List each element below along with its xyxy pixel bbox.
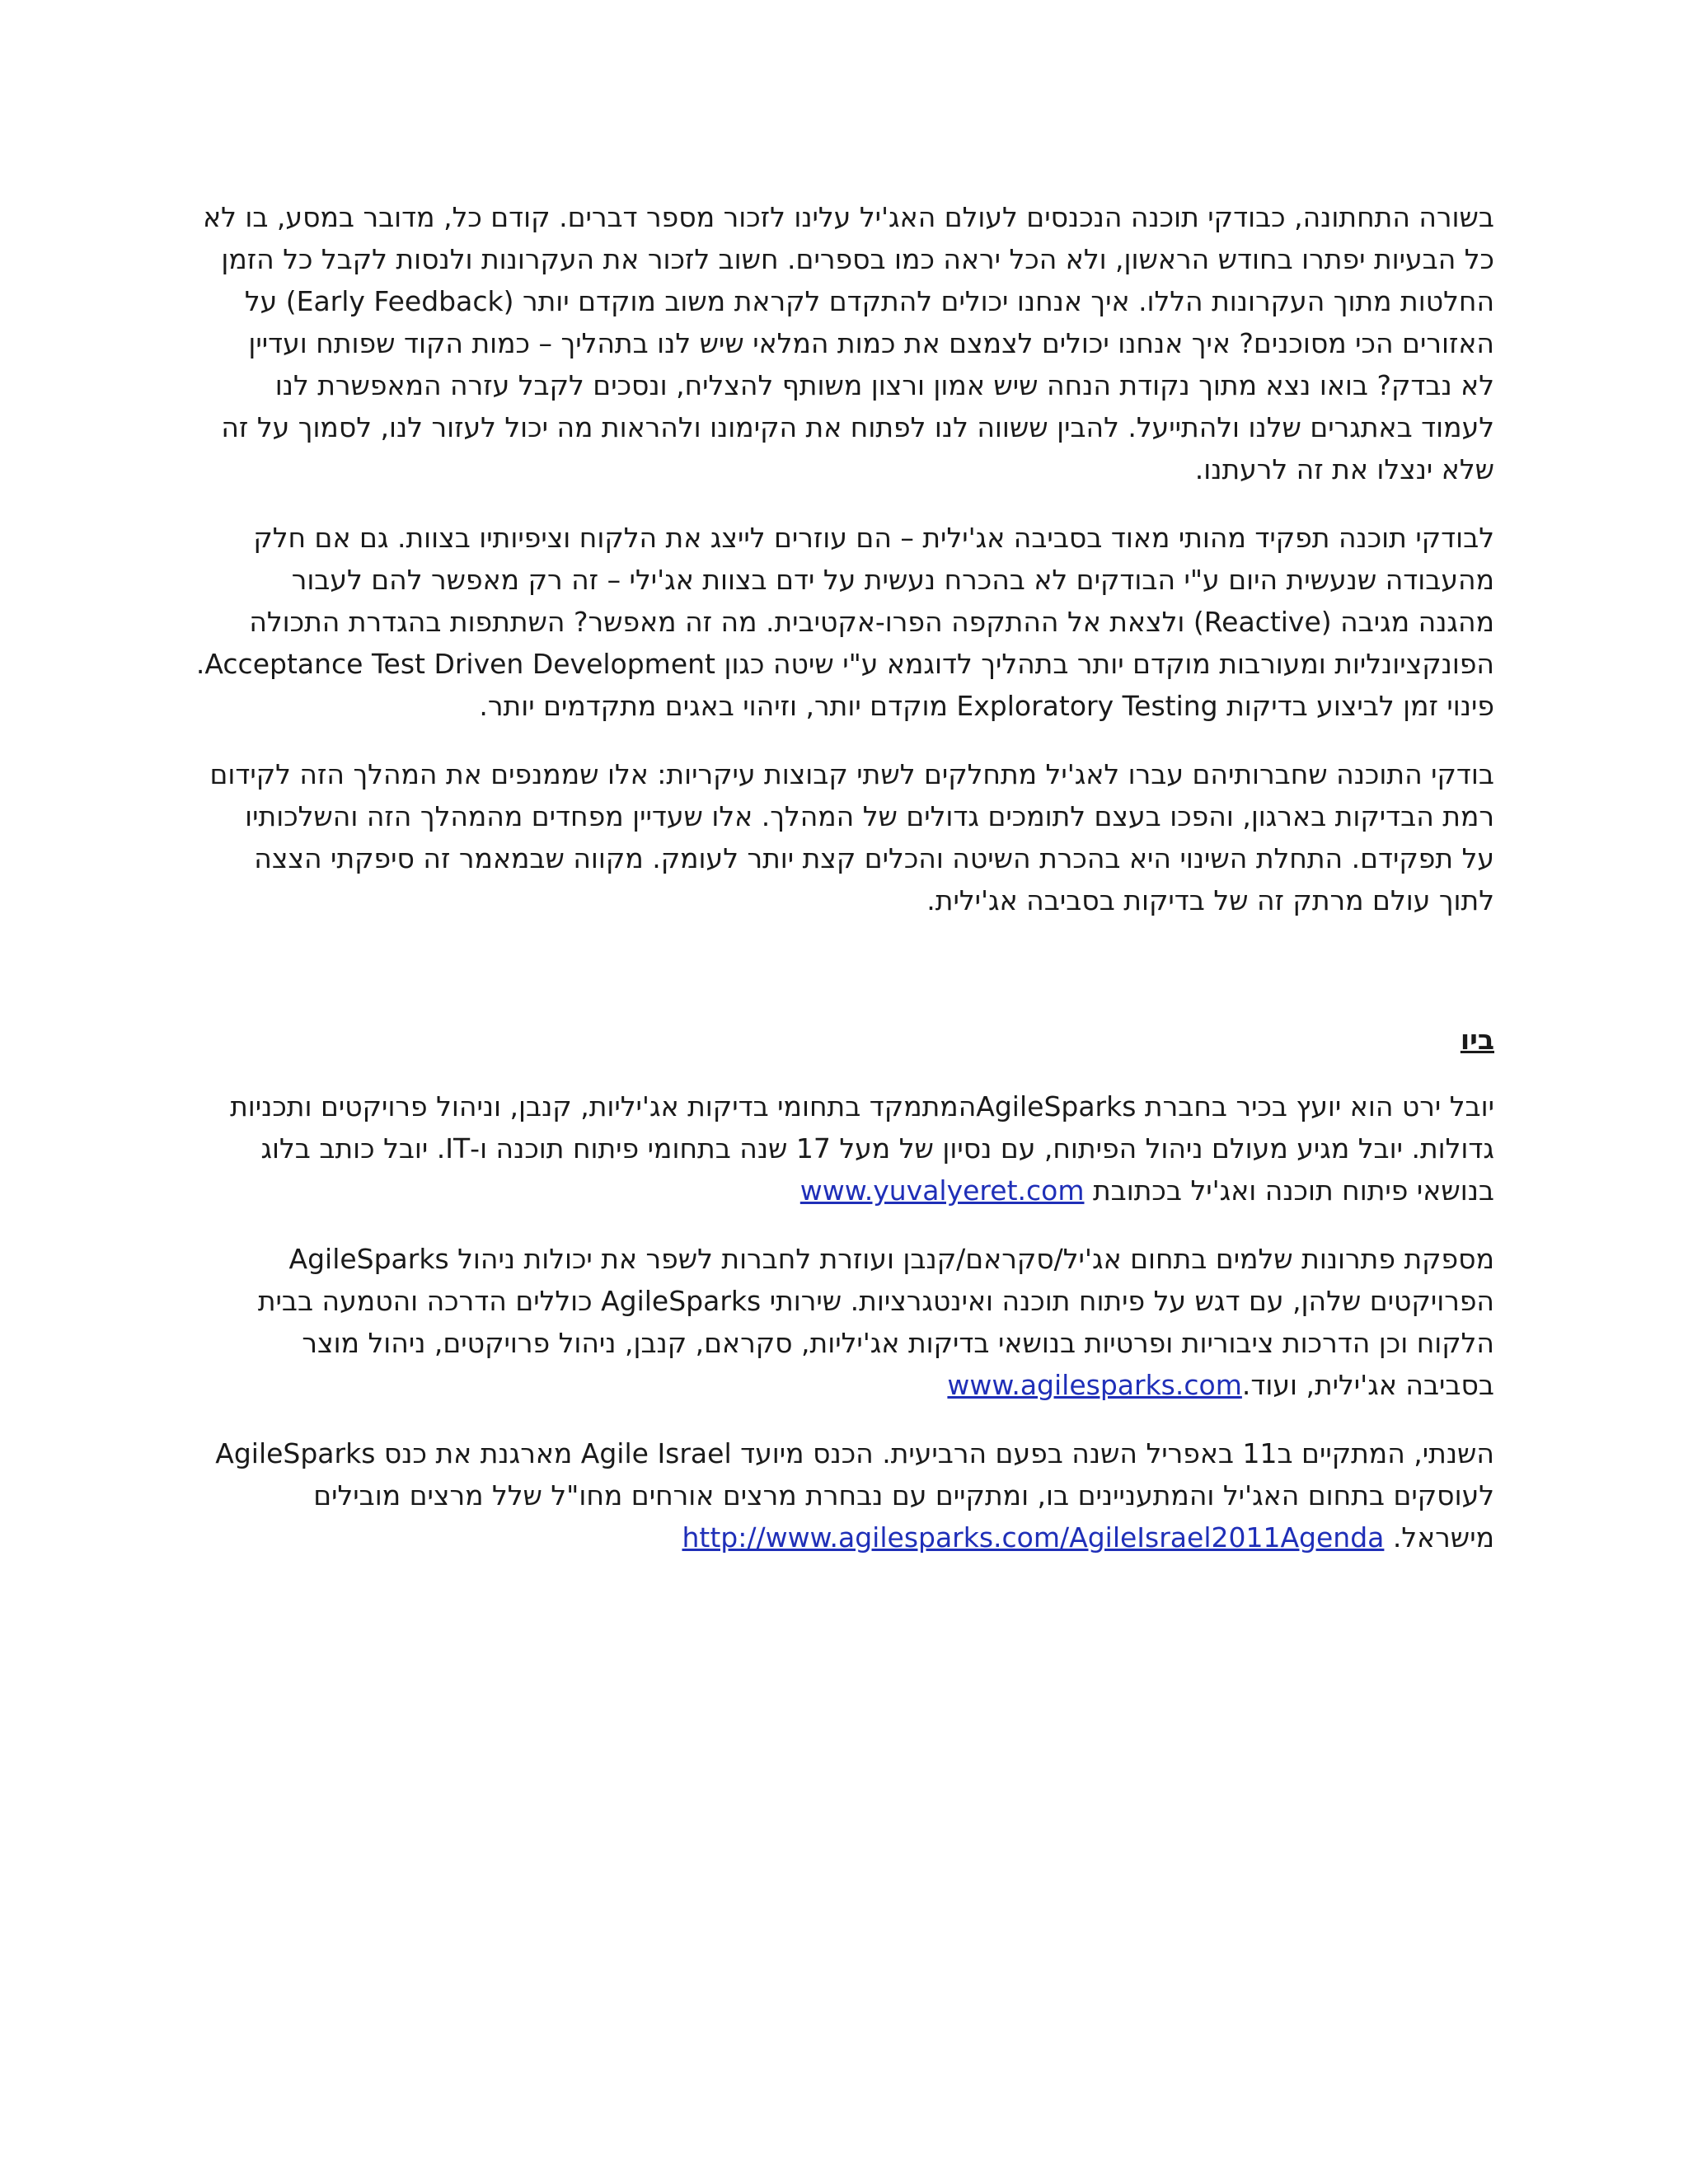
text-line: מהעבודה שנעשית היום ע"י הבודקים לא בהכרח נעשית על ידם בצוות אג'ילי – זה רק מאפשר להם לעבור (291, 564, 1494, 596)
tester-groups-paragraph (194, 753, 1494, 921)
text-line: פינוי זמן לביצוע בדיקות Exploratory Testing מוקדם יותר, וזיהוי באגים מתקדמים יותר. (479, 690, 1494, 722)
text-line: לעוסקים בתחום האג'יל והמתעניינים בו, ומתקיים עם נבחרת מרצים אורחים מחו"ל שלל מרצים מובילים (313, 1479, 1494, 1511)
text-line: לבודקי תוכנה תפקיד מהותי מאוד בסביבה אג'ילית – הם עוזרים לייצג את הלקוח וציפיותיו בצוות. גם אם חלק (253, 522, 1494, 554)
text-line: בשורה התחתונה, כבודקי תוכנה הנכנסים לעולם האג'יל עלינו לזכור מספר דברים. קודם כל, מדובר במסע, בו לא (203, 201, 1494, 233)
event-paragraph (194, 1432, 1494, 1558)
text-line: הפרויקטים שלהן, עם דגש על פיתוח תוכנה ואינטגרציות. שירותי AgileSparks כוללים הדרכה והטמעה בבית (257, 1285, 1494, 1317)
text-line: AgileSparks מארגנת את כנס Agile Israel השנתי, המתקיים ב11 באפריל השנה בפעם הרביעית. הכנס מיועד (215, 1437, 1494, 1469)
intro-paragraph (194, 196, 1494, 490)
bio-heading: ביו (1460, 1024, 1494, 1056)
text-segment: בסביבה אג'ילית, ועוד. (1241, 1369, 1494, 1401)
text-line: שלא ינצלו את זה לרעתנו. (1194, 453, 1494, 485)
text-line: בודקי התוכנה שחברותיהם עברו לאג'יל מתחלקים לשתי קבוצות עיקריות: אלו שממנפים את המהלך הזה לקידום (209, 758, 1494, 790)
text-line (194, 1516, 1494, 1558)
agenda-link[interactable]: http://www.agilesparks.com/AgileIsrael2011Agenda (682, 1521, 1385, 1554)
tester-role-paragraph (194, 517, 1494, 727)
text-segment: בנושאי פיתוח תוכנה ואג'יל בכתובת (1084, 1174, 1494, 1207)
author-bio-paragraph (194, 1085, 1494, 1212)
company-paragraph (194, 1238, 1494, 1406)
document-body (194, 196, 1494, 1585)
text-line: יובל ירט הוא יועץ בכיר בחברת AgileSparksהמתמקד בתחומי בדיקות אג'יליות, קנבן, וניהול פרויקטים ותכניות (230, 1090, 1494, 1122)
text-line: האזורים הכי מסוכנים? איך אנחנו יכולים לצמצם את כמות המלאי שיש לנו בתהליך – כמות הקוד שפותח ועדיין (248, 327, 1494, 359)
text-line: מהגנה מגיבה (Reactive) ולצאת אל ההתקפה הפרו-אקטיבית. מה זה מאפשר? השתתפות בהגדרת התכולה (249, 606, 1494, 638)
text-line: החלטות מתוך העקרונות הללו. איך אנחנו יכולים להתקדם לקראת משוב מוקדם יותר (Early Feedback) על (244, 285, 1494, 317)
text-line: לא נבדק? בואו נצא מתוך נקודת הנחה שיש אמון ורצון משותף להצליח, ונסכים לקבל עזרה המאפשרת לנו (274, 369, 1494, 401)
text-line: לתוך עולם מרתק זה של בדיקות בסביבה אג'ילית. (926, 884, 1494, 916)
text-line: הפונקציונליות ומעורבות מוקדם יותר בתהליך לדוגמא ע"י שיטה כגון Acceptance Test Driven Development. (195, 648, 1494, 680)
text-line: AgileSparks מספקת פתרונות שלמים בתחום אג'יל/סקראם/קנבן ועוזרת לחברות לשפר את יכולות ניהול (288, 1243, 1494, 1275)
text-line: גדולות. יובל מגיע מעולם ניהול הפיתוח, עם נסיון של מעל 17 שנה בתחומי פיתוח תוכנה ו-IT. יובל כותב בלוג (260, 1132, 1494, 1165)
text-line: הלקוח וכן הדרכות ציבוריות ופרטיות בנושאי בדיקות אג'יליות, סקראם, קנבן, ניהול פרויקטים, ניהול מוצר (302, 1327, 1494, 1359)
company-website-link[interactable]: www.agilesparks.com (947, 1369, 1242, 1401)
text-line: על תפקידם. התחלת השינוי היא בהכרת השיטה והכלים קצת יותר לעומק. מקווה שבמאמר זה סיפקתי הצצה (254, 842, 1494, 874)
text-line (194, 1364, 1494, 1406)
text-line (194, 1169, 1494, 1212)
text-line: כל הבעיות יפתרו בחודש הראשון, ולא הכל יראה כמו בספרים. חשוב לזכור את העקרונות ולנסות לקבל כל הזמן (221, 243, 1494, 275)
blog-link[interactable]: www.yuvalyeret.com (799, 1174, 1085, 1207)
text-line: לעמוד באתגרים שלנו ולהתייעל. להבין ששווה לנו לפתוח את הקימונו ולהראות מה יכול לעזור לנו, לסמוך על זה (221, 411, 1494, 443)
text-line: רמת הבדיקות בארגון, והפכו בעצם לתומכים גדולים של המהלך. אלו שעדיין מפחדים מהמהלך הזה והשלכותיו (245, 800, 1494, 832)
text-segment: מישראל. (1384, 1521, 1494, 1554)
